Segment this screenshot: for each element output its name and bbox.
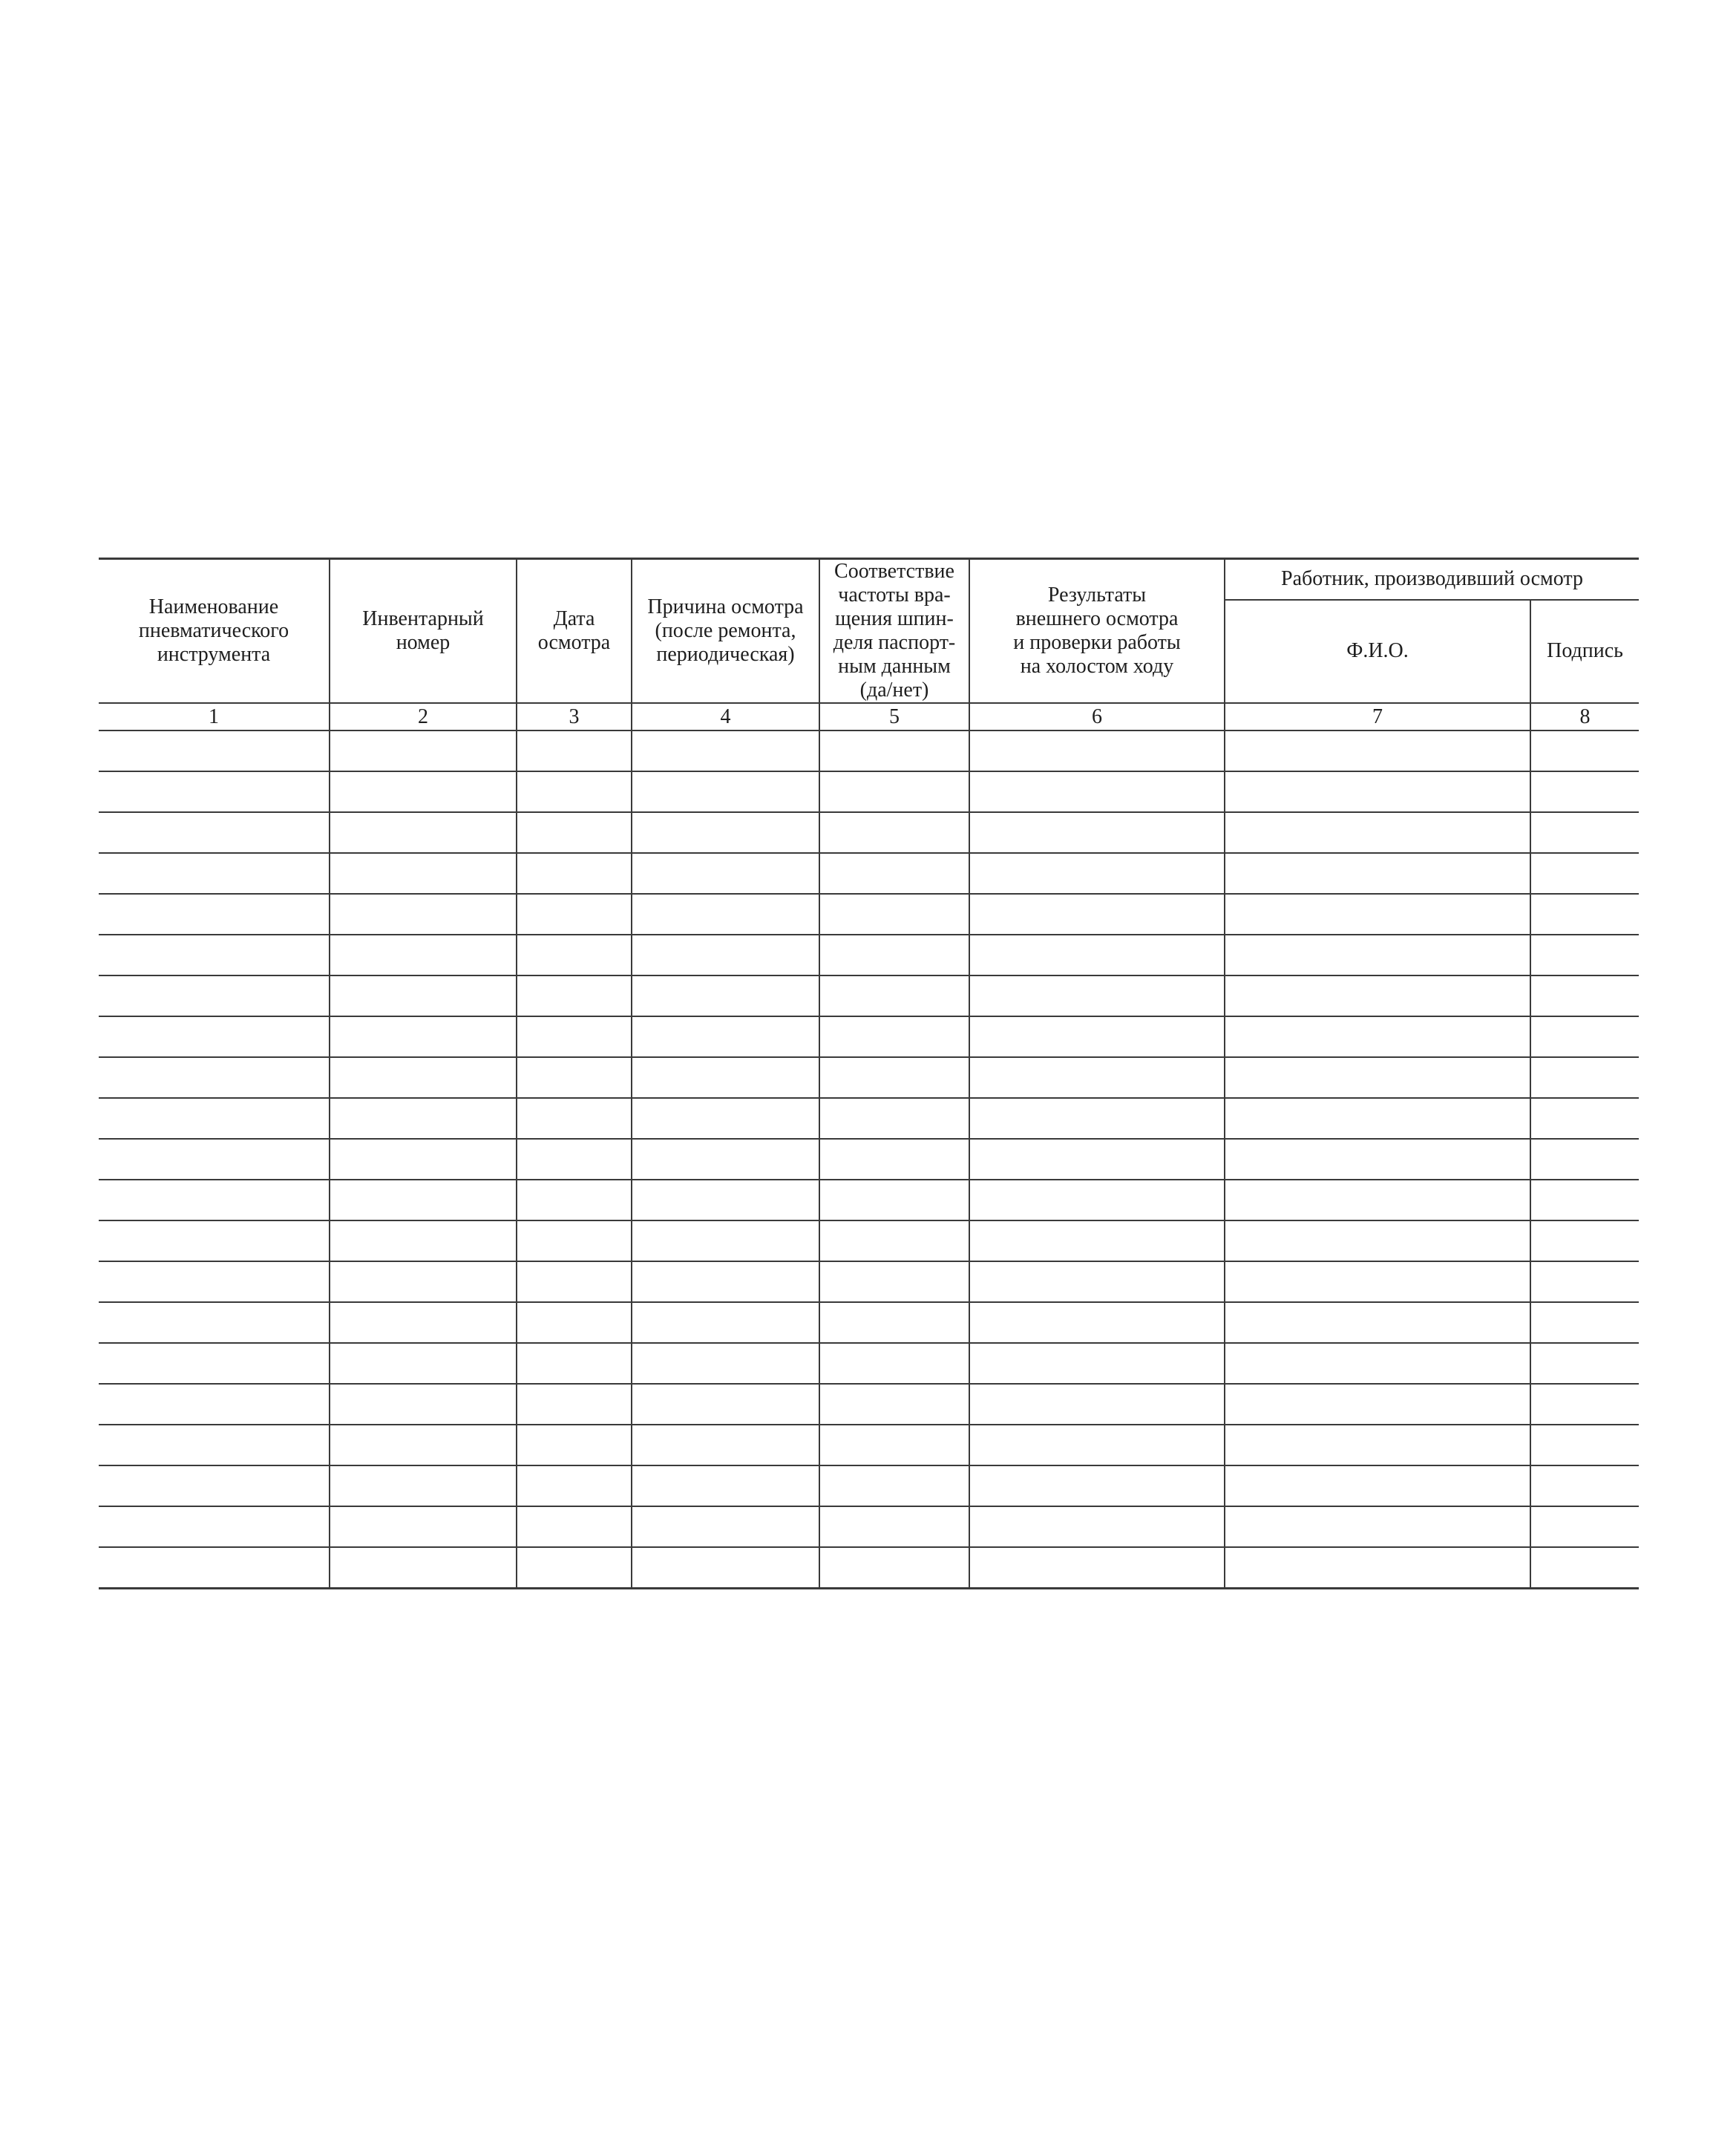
table-cell[interactable] bbox=[517, 1465, 632, 1506]
table-cell[interactable] bbox=[1530, 1465, 1639, 1506]
table-row bbox=[99, 1098, 1639, 1139]
table-cell[interactable] bbox=[517, 1547, 632, 1589]
table-cell[interactable] bbox=[99, 1139, 330, 1180]
header-tool-name bbox=[99, 559, 330, 704]
table-row bbox=[99, 975, 1639, 1016]
table-cell[interactable] bbox=[330, 771, 517, 812]
table-cell[interactable] bbox=[330, 1180, 517, 1220]
column-number: 5 bbox=[819, 703, 969, 731]
table-cell[interactable] bbox=[99, 1465, 330, 1506]
table-cell[interactable] bbox=[517, 1139, 632, 1180]
table-cell[interactable] bbox=[969, 1465, 1225, 1506]
table-cell[interactable] bbox=[517, 1261, 632, 1302]
table-cell[interactable] bbox=[1530, 1098, 1639, 1139]
table-row bbox=[99, 731, 1639, 771]
table-cell[interactable] bbox=[1530, 894, 1639, 935]
table-row bbox=[99, 1384, 1639, 1425]
table-cell[interactable] bbox=[1530, 975, 1639, 1016]
table-cell[interactable] bbox=[1225, 1384, 1530, 1425]
table-cell[interactable] bbox=[99, 1180, 330, 1220]
table-cell[interactable] bbox=[969, 1139, 1225, 1180]
table-cell[interactable] bbox=[1530, 1302, 1639, 1343]
table-cell[interactable] bbox=[99, 1302, 330, 1343]
table-row bbox=[99, 812, 1639, 853]
table-cell[interactable] bbox=[330, 935, 517, 975]
table-cell[interactable] bbox=[632, 1016, 819, 1057]
table-cell[interactable] bbox=[632, 771, 819, 812]
table-cell[interactable] bbox=[969, 1547, 1225, 1589]
table-cell[interactable] bbox=[632, 1384, 819, 1425]
table-cell[interactable] bbox=[969, 894, 1225, 935]
header-inventory-number-text: Инвентарный номер bbox=[362, 607, 484, 654]
table-cell[interactable] bbox=[632, 894, 819, 935]
table-cell[interactable] bbox=[330, 1098, 517, 1139]
table-cell[interactable] bbox=[517, 853, 632, 894]
column-number: 4 bbox=[632, 703, 819, 731]
table-cell[interactable] bbox=[632, 1547, 819, 1589]
table-cell[interactable] bbox=[99, 771, 330, 812]
table-cell[interactable] bbox=[1225, 812, 1530, 853]
header-inspection-date-text: Дата осмотра bbox=[537, 607, 611, 654]
header-tool-name-text: Наименование пневматического инструмента bbox=[138, 595, 289, 666]
table-cell[interactable] bbox=[632, 975, 819, 1016]
table-cell[interactable] bbox=[517, 1343, 632, 1384]
table-cell[interactable] bbox=[1530, 1506, 1639, 1547]
table-cell[interactable] bbox=[819, 1547, 969, 1589]
table-cell[interactable] bbox=[99, 1343, 330, 1384]
table-cell[interactable] bbox=[969, 731, 1225, 771]
table-cell[interactable] bbox=[517, 812, 632, 853]
table-row bbox=[99, 1057, 1639, 1098]
table-cell[interactable] bbox=[819, 1261, 969, 1302]
table-cell[interactable] bbox=[819, 1343, 969, 1384]
table-cell[interactable] bbox=[517, 975, 632, 1016]
table-cell[interactable] bbox=[969, 771, 1225, 812]
inspection-log-table bbox=[99, 558, 1639, 1589]
table-cell[interactable] bbox=[969, 853, 1225, 894]
table-row bbox=[99, 1547, 1639, 1589]
column-number: 6 bbox=[969, 703, 1225, 731]
table-cell[interactable] bbox=[632, 812, 819, 853]
table-row bbox=[99, 894, 1639, 935]
table-cell[interactable] bbox=[969, 1343, 1225, 1384]
table-cell[interactable] bbox=[99, 975, 330, 1016]
table-cell[interactable] bbox=[517, 1057, 632, 1098]
header-inspector-group bbox=[1225, 559, 1639, 600]
table-cell[interactable] bbox=[819, 1180, 969, 1220]
table-cell[interactable] bbox=[330, 1261, 517, 1302]
table-cell[interactable] bbox=[1225, 1261, 1530, 1302]
table-cell[interactable] bbox=[632, 1139, 819, 1180]
table-row bbox=[99, 1261, 1639, 1302]
table-cell[interactable] bbox=[99, 1261, 330, 1302]
table-cell[interactable] bbox=[330, 1506, 517, 1547]
table-cell[interactable] bbox=[1225, 975, 1530, 1016]
table-cell[interactable] bbox=[632, 1302, 819, 1343]
table-cell[interactable] bbox=[632, 1057, 819, 1098]
table-cell[interactable] bbox=[819, 935, 969, 975]
table-cell[interactable] bbox=[1225, 1343, 1530, 1384]
table-cell[interactable] bbox=[819, 1465, 969, 1506]
table-cell[interactable] bbox=[517, 1016, 632, 1057]
table-cell[interactable] bbox=[632, 1098, 819, 1139]
header-inspection-date bbox=[517, 559, 632, 704]
table-cell[interactable] bbox=[969, 975, 1225, 1016]
table-row bbox=[99, 1016, 1639, 1057]
table-cell[interactable] bbox=[330, 853, 517, 894]
table-row bbox=[99, 1302, 1639, 1343]
table-cell[interactable] bbox=[1530, 853, 1639, 894]
table-cell[interactable] bbox=[969, 1384, 1225, 1425]
table-cell[interactable] bbox=[632, 1220, 819, 1261]
column-number: 8 bbox=[1530, 703, 1639, 731]
table-cell[interactable] bbox=[330, 1016, 517, 1057]
table-cell[interactable] bbox=[330, 812, 517, 853]
table-cell[interactable] bbox=[1225, 1098, 1530, 1139]
table-row bbox=[99, 1465, 1639, 1506]
table-cell[interactable] bbox=[1530, 1139, 1639, 1180]
table-cell[interactable] bbox=[632, 1465, 819, 1506]
header-inspection-results-text: Результаты внешнего осмотра и проверки работы на холостом ходу bbox=[1013, 584, 1181, 678]
table-cell[interactable] bbox=[819, 1425, 969, 1465]
table-cell[interactable] bbox=[330, 1384, 517, 1425]
table-cell[interactable] bbox=[969, 1506, 1225, 1547]
table-row bbox=[99, 853, 1639, 894]
table-cell[interactable] bbox=[969, 1261, 1225, 1302]
table-cell[interactable] bbox=[969, 935, 1225, 975]
column-number: 7 bbox=[1225, 703, 1530, 731]
table-cell[interactable] bbox=[517, 1506, 632, 1547]
table-cell[interactable] bbox=[1530, 1180, 1639, 1220]
table-cell[interactable] bbox=[1225, 1016, 1530, 1057]
column-number: 3 bbox=[517, 703, 632, 731]
table-cell[interactable] bbox=[99, 853, 330, 894]
table-cell[interactable] bbox=[517, 731, 632, 771]
table-cell[interactable] bbox=[1225, 1220, 1530, 1261]
table-cell[interactable] bbox=[1225, 1180, 1530, 1220]
table-cell[interactable] bbox=[330, 894, 517, 935]
table-cell[interactable] bbox=[1530, 771, 1639, 812]
table-cell[interactable] bbox=[819, 1384, 969, 1425]
table-cell[interactable] bbox=[819, 1139, 969, 1180]
table-cell[interactable] bbox=[1530, 1016, 1639, 1057]
table-cell[interactable] bbox=[330, 1547, 517, 1589]
table-cell[interactable] bbox=[517, 1302, 632, 1343]
table-cell[interactable] bbox=[1225, 1302, 1530, 1343]
table-cell[interactable] bbox=[330, 1220, 517, 1261]
table-cell[interactable] bbox=[1225, 1506, 1530, 1547]
table-cell[interactable] bbox=[99, 1547, 330, 1589]
table-cell[interactable] bbox=[632, 935, 819, 975]
column-number: 2 bbox=[330, 703, 517, 731]
table-cell[interactable] bbox=[969, 1220, 1225, 1261]
table-cell[interactable] bbox=[1225, 771, 1530, 812]
table-row bbox=[99, 935, 1639, 975]
table-cell[interactable] bbox=[1530, 1261, 1639, 1302]
table-cell[interactable] bbox=[1225, 731, 1530, 771]
table-cell[interactable] bbox=[1225, 894, 1530, 935]
header-inspector-group-text: Работник, производивший осмотр bbox=[1281, 567, 1583, 591]
table-cell[interactable] bbox=[969, 1098, 1225, 1139]
table-cell[interactable] bbox=[517, 1384, 632, 1425]
table-cell[interactable] bbox=[99, 1425, 330, 1465]
table-cell[interactable] bbox=[1530, 1343, 1639, 1384]
header-full-name bbox=[1225, 600, 1530, 703]
table-row bbox=[99, 1343, 1639, 1384]
table-row bbox=[99, 771, 1639, 812]
column-number: 1 bbox=[99, 703, 330, 731]
table-cell[interactable] bbox=[632, 1343, 819, 1384]
table-cell[interactable] bbox=[330, 1343, 517, 1384]
table-cell[interactable] bbox=[1530, 1547, 1639, 1589]
table-cell[interactable] bbox=[330, 1465, 517, 1506]
table-cell[interactable] bbox=[517, 935, 632, 975]
table-cell[interactable] bbox=[969, 1302, 1225, 1343]
table-cell[interactable] bbox=[99, 1057, 330, 1098]
table-cell[interactable] bbox=[517, 894, 632, 935]
table-cell[interactable] bbox=[819, 1302, 969, 1343]
table-cell[interactable] bbox=[99, 1098, 330, 1139]
table-cell[interactable] bbox=[819, 1057, 969, 1098]
table-cell[interactable] bbox=[330, 1139, 517, 1180]
table-cell[interactable] bbox=[1530, 731, 1639, 771]
header-spindle-speed-compliance-text: Соответствие частоты вра- щения шпин- деля паспорт- ным данным (да/нет) bbox=[833, 560, 956, 702]
table-cell[interactable] bbox=[819, 1016, 969, 1057]
table-cell[interactable] bbox=[1225, 1139, 1530, 1180]
table-cell[interactable] bbox=[1225, 853, 1530, 894]
table-row bbox=[99, 1220, 1639, 1261]
table-cell[interactable] bbox=[1530, 812, 1639, 853]
table-cell[interactable] bbox=[517, 1220, 632, 1261]
table-cell[interactable] bbox=[99, 894, 330, 935]
table-cell[interactable] bbox=[819, 853, 969, 894]
table-cell[interactable] bbox=[1225, 1465, 1530, 1506]
table-cell[interactable] bbox=[1225, 1547, 1530, 1589]
table-cell[interactable] bbox=[517, 1425, 632, 1465]
table-cell[interactable] bbox=[1530, 1384, 1639, 1425]
table-cell[interactable] bbox=[632, 731, 819, 771]
table-cell[interactable] bbox=[819, 894, 969, 935]
header-inspection-results bbox=[969, 559, 1225, 704]
table-cell[interactable] bbox=[1530, 1220, 1639, 1261]
table-cell[interactable] bbox=[99, 812, 330, 853]
table-cell[interactable] bbox=[969, 812, 1225, 853]
header-spindle-speed-compliance bbox=[819, 559, 969, 704]
table-cell[interactable] bbox=[1225, 935, 1530, 975]
table-cell[interactable] bbox=[819, 1098, 969, 1139]
table-cell[interactable] bbox=[99, 731, 330, 771]
table-cell[interactable] bbox=[330, 1302, 517, 1343]
table-cell[interactable] bbox=[819, 1506, 969, 1547]
table-row bbox=[99, 1506, 1639, 1547]
table-cell[interactable] bbox=[330, 975, 517, 1016]
table-cell[interactable] bbox=[517, 771, 632, 812]
table-cell[interactable] bbox=[819, 1220, 969, 1261]
table-cell[interactable] bbox=[632, 1506, 819, 1547]
header-inspection-reason bbox=[632, 559, 819, 704]
table-cell[interactable] bbox=[632, 1180, 819, 1220]
table-cell[interactable] bbox=[517, 1180, 632, 1220]
table-cell[interactable] bbox=[1225, 1057, 1530, 1098]
table-cell[interactable] bbox=[969, 1057, 1225, 1098]
table-cell[interactable] bbox=[517, 1098, 632, 1139]
table-cell[interactable] bbox=[819, 812, 969, 853]
table-cell[interactable] bbox=[330, 1425, 517, 1465]
column-number-row bbox=[99, 703, 1639, 731]
table-cell[interactable] bbox=[819, 731, 969, 771]
header-inspection-reason-text: Причина осмотра (после ремонта, периодическая) bbox=[647, 595, 804, 666]
table-row bbox=[99, 1139, 1639, 1180]
table-cell[interactable] bbox=[1530, 1425, 1639, 1465]
table-cell[interactable] bbox=[99, 1506, 330, 1547]
table-cell[interactable] bbox=[99, 1220, 330, 1261]
table-cell[interactable] bbox=[632, 1261, 819, 1302]
table-cell[interactable] bbox=[969, 1016, 1225, 1057]
table-cell[interactable] bbox=[99, 1384, 330, 1425]
table-cell[interactable] bbox=[819, 975, 969, 1016]
table-row bbox=[99, 1180, 1639, 1220]
table-cell[interactable] bbox=[1225, 1425, 1530, 1465]
table-cell[interactable] bbox=[99, 935, 330, 975]
table-cell[interactable] bbox=[632, 853, 819, 894]
header-full-name-text: Ф.И.О. bbox=[1346, 639, 1409, 663]
table-cell[interactable] bbox=[330, 731, 517, 771]
header-signature-text: Подпись bbox=[1547, 639, 1623, 663]
table-cell[interactable] bbox=[1530, 1057, 1639, 1098]
header-inventory-number bbox=[330, 559, 517, 704]
table-cell[interactable] bbox=[819, 771, 969, 812]
table-row bbox=[99, 1425, 1639, 1465]
table-cell[interactable] bbox=[632, 1425, 819, 1465]
header-signature bbox=[1530, 600, 1639, 703]
table-cell[interactable] bbox=[330, 1057, 517, 1098]
table-cell[interactable] bbox=[969, 1425, 1225, 1465]
table-cell[interactable] bbox=[99, 1016, 330, 1057]
table-cell[interactable] bbox=[969, 1180, 1225, 1220]
table-cell[interactable] bbox=[1530, 935, 1639, 975]
